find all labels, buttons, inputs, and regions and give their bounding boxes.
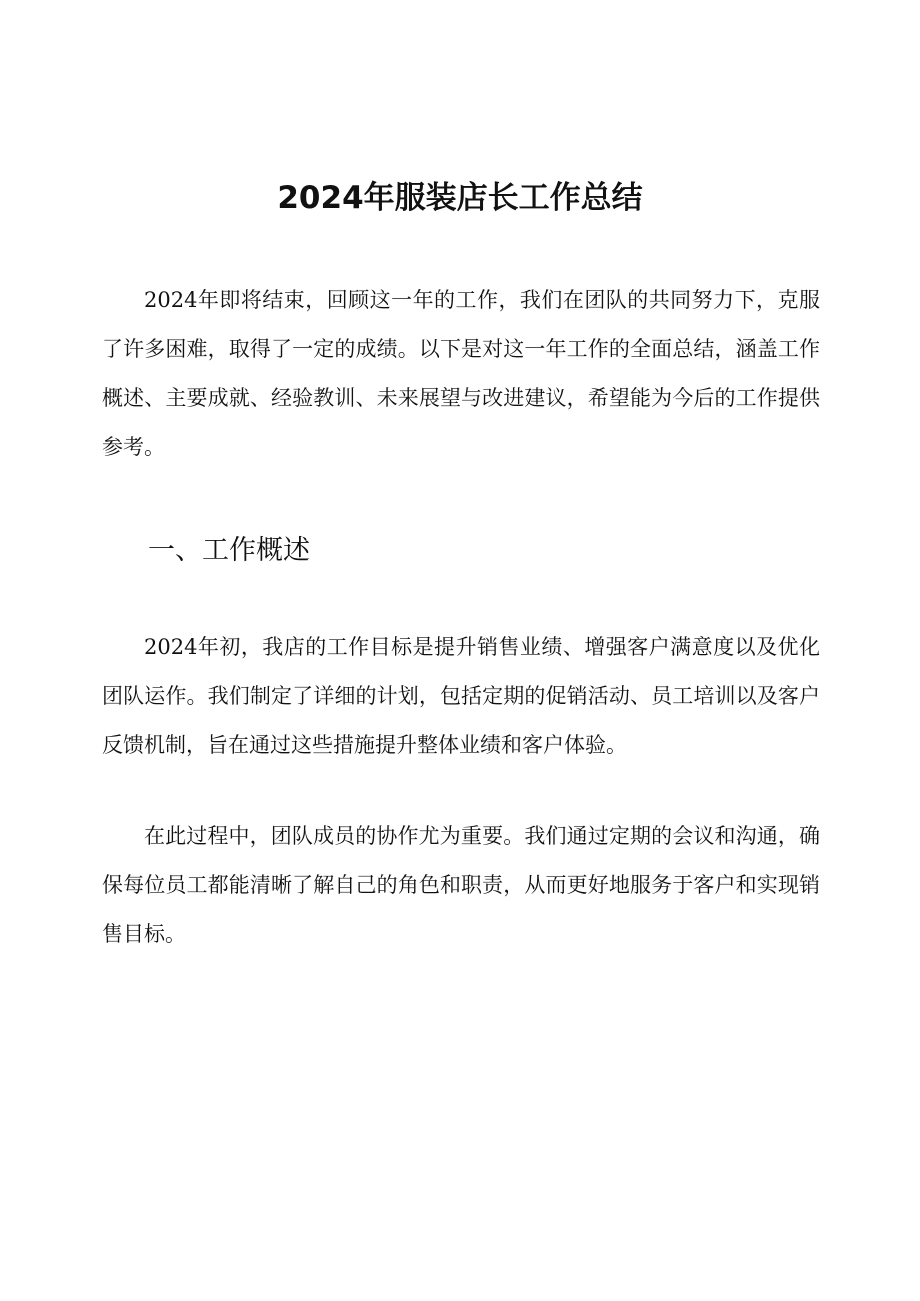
document-title: 2024年服装店长工作总结 — [277, 180, 643, 216]
section-paragraph: 在此过程中，团队成员的协作尤为重要。我们通过定期的会议和沟通，确保每位员工都能清晰了解自己的角色和职责，从而更好地服务于客户和实现销售目标。 — [102, 824, 820, 946]
section-paragraph: 2024年初，我店的工作目标是提升销售业绩、增强客户满意度以及优化团队运作。我们制定了详细的计划，包括定期的促销活动、员工培训以及客户反馈机制，旨在通过这些措施提升整体业绩和客户体验。 — [102, 635, 820, 757]
section-heading-work-overview: 一、工作概述 — [148, 535, 310, 566]
intro-paragraph: 2024年即将结束，回顾这一年的工作，我们在团队的共同努力下，克服了许多困难，取得了一定的成绩。以下是对这一年工作的全面总结，涵盖工作概述、主要成就、经验教训、未来展望与改进建议，希望能为今后的工作提供参考。 — [102, 288, 820, 459]
